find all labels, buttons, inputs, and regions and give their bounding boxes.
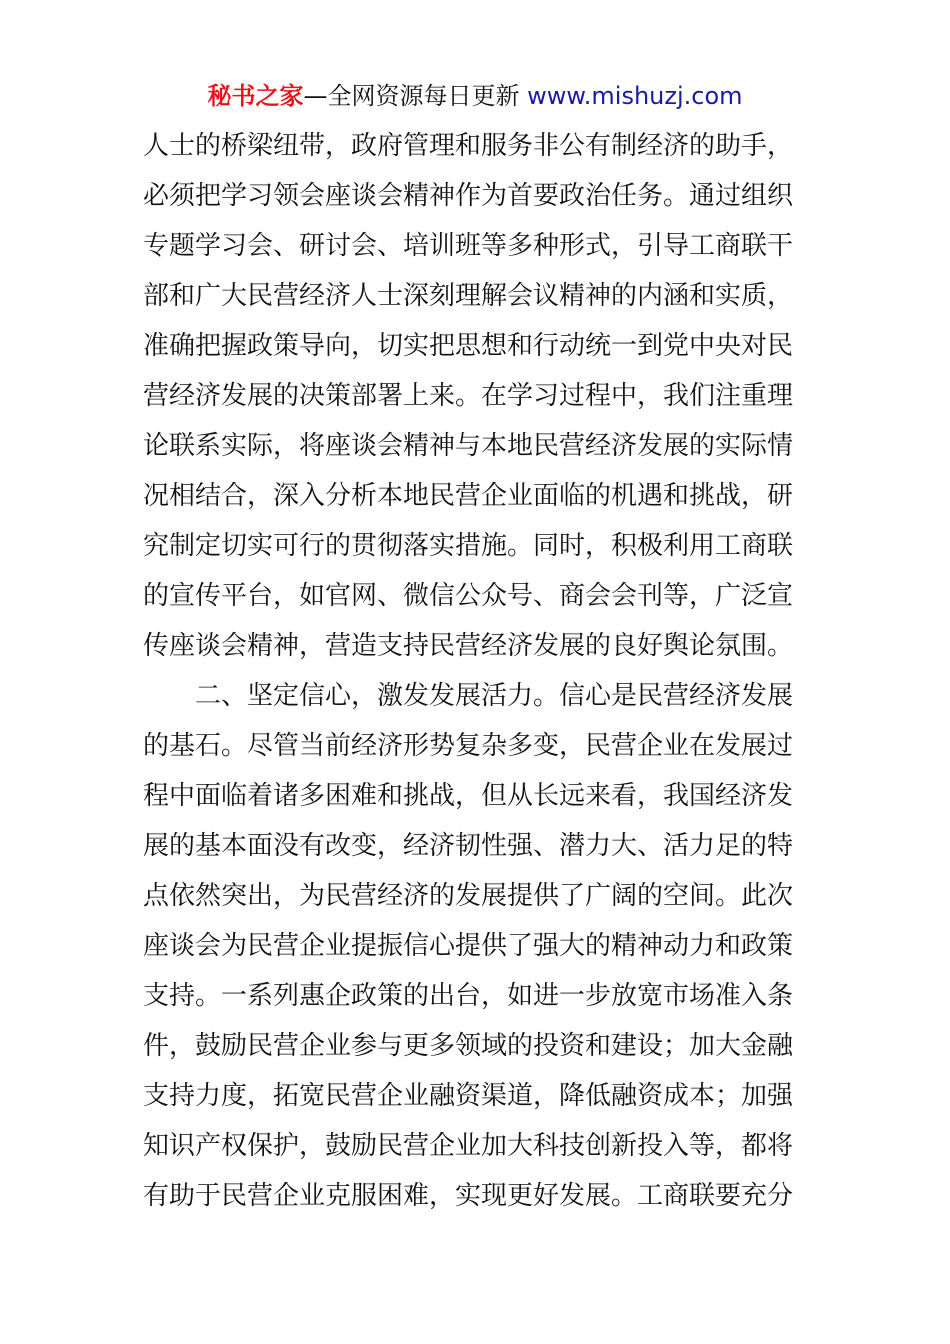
text-line: 支持力度，拓宽民营企业融资渠道，降低融资成本；加强 [143, 1081, 794, 1111]
text-line: 究制定切实可行的贯彻落实措施。同时，积极利用工商联 [143, 531, 794, 561]
text-line: 程中面临着诸多困难和挑战，但从长远来看，我国经济发 [143, 781, 794, 811]
text-line: 有助于民营企业克服困难，实现更好发展。工商联要充分 [143, 1181, 794, 1211]
text-line: 论联系实际，将座谈会精神与本地民营经济发展的实际情 [143, 431, 794, 461]
text-line: 传座谈会精神，营造支持民营经济发展的良好舆论氛围。 [143, 631, 794, 661]
text-line: 人士的桥梁纽带，政府管理和服务非公有制经济的助手， [143, 131, 794, 161]
text-line: 营经济发展的决策部署上来。在学习过程中，我们注重理 [143, 381, 794, 411]
text-line: 的宣传平台，如官网、微信公众号、商会会刊等，广泛宣 [143, 581, 794, 611]
text-line: 知识产权保护，鼓励民营企业加大科技创新投入等，都将 [143, 1131, 794, 1161]
text-line: 展的基本面没有改变，经济韧性强、潜力大、活力足的特 [143, 831, 794, 861]
article-body [143, 121, 823, 1221]
text-line: 的基石。尽管当前经济形势复杂多变，民营企业在发展过 [143, 731, 794, 761]
text-line: 点依然突出，为民营经济的发展提供了广阔的空间。此次 [143, 881, 794, 911]
text-line: 准确把握政策导向，切实把思想和行动统一到党中央对民 [143, 331, 794, 361]
brand-name: 秘书之家 [207, 82, 304, 110]
site-header [0, 80, 950, 112]
text-line: 支持。一系列惠企政策的出台，如进一步放宽市场准入条 [143, 981, 794, 1011]
section-heading-line: 二、坚定信心，激发发展活力。信心是民营经济发展 [195, 681, 794, 711]
text-line: 专题学习会、研讨会、培训班等多种形式，引导工商联干 [143, 231, 794, 261]
text-line: 况相结合，深入分析本地民营企业面临的机遇和挑战，研 [143, 481, 794, 511]
site-url-link[interactable]: www.mishuzj.com [527, 82, 743, 110]
text-line: 座谈会为民营企业提振信心提供了强大的精神动力和政策 [143, 931, 794, 961]
text-line: 必须把学习领会座谈会精神作为首要政治任务。通过组织 [143, 181, 794, 211]
text-line: 部和广大民营经济人士深刻理解会议精神的内涵和实质， [143, 281, 794, 311]
text-line: 件，鼓励民营企业参与更多领域的投资和建设；加大金融 [143, 1031, 794, 1061]
header-tagline: —全网资源每日更新 [303, 82, 528, 110]
